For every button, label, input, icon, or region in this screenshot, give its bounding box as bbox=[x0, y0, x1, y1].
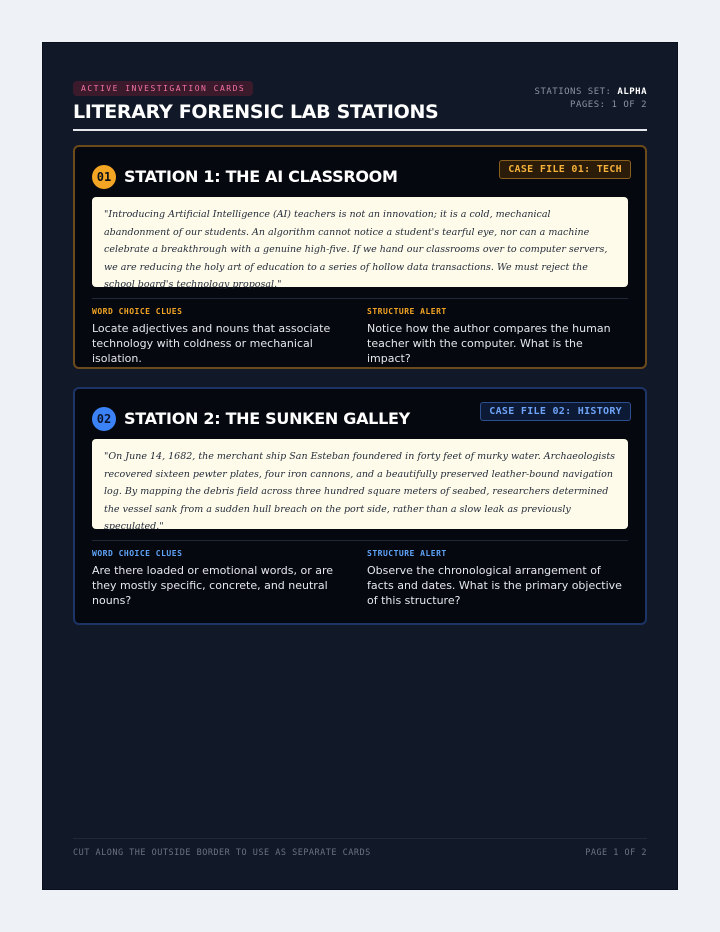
page-number: PAGE 1 OF 2 bbox=[585, 848, 647, 858]
station-card-2 bbox=[73, 387, 647, 625]
word-choice-clues bbox=[92, 549, 352, 608]
word-choice-label: WORD CHOICE CLUES bbox=[92, 307, 183, 316]
cut-instruction: CUT ALONG THE OUTSIDE BORDER TO USE AS SEPARATE CARDS bbox=[73, 848, 371, 858]
structure-alert bbox=[367, 549, 627, 608]
page-header bbox=[73, 81, 647, 131]
station-title: STATION 1: THE AI CLASSROOM bbox=[124, 167, 398, 186]
word-choice-clues bbox=[92, 307, 352, 366]
word-choice-text: Locate adjectives and nouns that associate technology with coldness or mechanical isolation. bbox=[92, 322, 331, 365]
page-footer bbox=[73, 838, 647, 858]
kicker-badge: ACTIVE INVESTIGATION CARDS bbox=[73, 81, 253, 96]
stations-set bbox=[535, 86, 647, 99]
structure-alert bbox=[367, 307, 627, 366]
station-card-1 bbox=[73, 145, 647, 369]
structure-label: STRUCTURE ALERT bbox=[367, 549, 447, 558]
stations-set-label: STATIONS SET: bbox=[534, 87, 612, 97]
stations-set-value: ALPHA bbox=[617, 87, 647, 97]
station-number-badge: 02 bbox=[92, 407, 116, 431]
station-number-badge: 01 bbox=[92, 165, 116, 189]
structure-text: Observe the chronological arrangement of facts and dates. What is the primary objective of this structure? bbox=[367, 564, 622, 607]
structure-text: Notice how the author compares the human teacher with the computer. What is the impact? bbox=[367, 322, 611, 365]
page-title: LITERARY FORENSIC LAB STATIONS bbox=[73, 101, 439, 123]
worksheet-page bbox=[42, 42, 678, 890]
page-meta bbox=[535, 86, 647, 112]
case-file-tag: CASE FILE 02: HISTORY bbox=[480, 402, 631, 421]
evidence-quote: "On June 14, 1682, the merchant ship San Esteban foundered in forty feet of murky water. Archaeologists recovered sixteen pewter plates, four iron cannons, and a beautifully preserved leather-bound navigation log. By mapping the debris field across three hundred square meters of seabed, researchers determined the vessel sank from a sudden hull breach on the port side, rather than a slow leak as previously speculated." bbox=[92, 439, 628, 529]
word-choice-label: WORD CHOICE CLUES bbox=[92, 549, 183, 558]
structure-label: STRUCTURE ALERT bbox=[367, 307, 447, 316]
divider bbox=[92, 540, 628, 541]
evidence-quote: "Introducing Artificial Intelligence (AI) teachers is not an innovation; it is a cold, mechanical abandonment of our students. An algorithm cannot notice a student's tearful eye, nor can a machine celebrate a breakthrough with a genuine high-five. If we hand our classrooms over to computer servers, we are reducing the holy art of education to a series of hollow data transactions. We must reject the school board's technology proposal." bbox=[92, 197, 628, 287]
word-choice-text: Are there loaded or emotional words, or are they mostly specific, concrete, and neutral nouns? bbox=[92, 564, 334, 607]
station-title: STATION 2: THE SUNKEN GALLEY bbox=[124, 409, 410, 428]
pages-count: PAGES: 1 OF 2 bbox=[570, 100, 647, 110]
divider bbox=[92, 298, 628, 299]
case-file-tag: CASE FILE 01: TECH bbox=[499, 160, 631, 179]
